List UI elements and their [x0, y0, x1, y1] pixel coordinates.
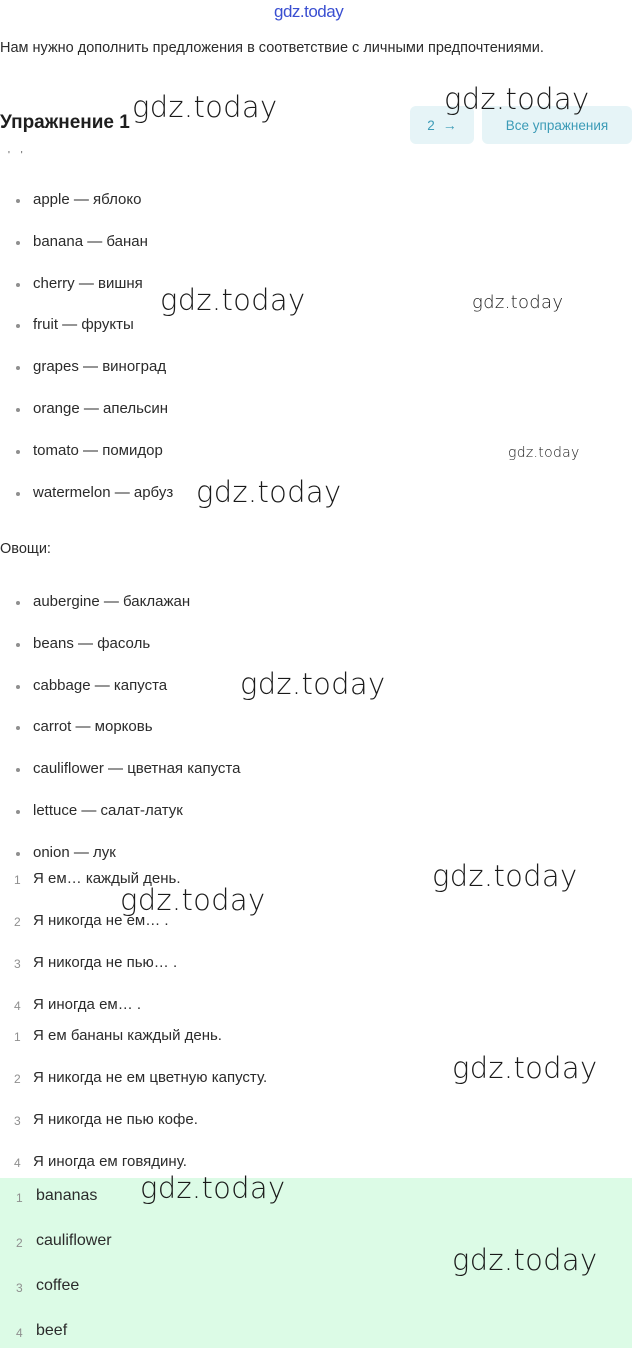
vocab-entry: onion — лук — [33, 843, 116, 861]
vegetables-heading: Овощи: — [0, 541, 51, 557]
item-number: 1 — [14, 1030, 21, 1044]
sentence-text: Я ем бананы каждый день. — [33, 1027, 222, 1044]
site-logo[interactable]: gdz.today — [274, 2, 344, 21]
list-item — [0, 1231, 112, 1276]
watermark: gdz.today — [132, 90, 278, 124]
item-number: 2 — [14, 1072, 21, 1086]
answer-text: coffee — [36, 1277, 80, 1294]
answer-text: beef — [36, 1322, 68, 1339]
list-item — [0, 1068, 420, 1110]
bullet-icon — [16, 492, 20, 496]
vocab-entry: cauliflower — цветная капуста — [33, 760, 241, 778]
answer-text: bananas — [36, 1187, 98, 1204]
vocab-entry: cabbage — капуста — [33, 676, 168, 694]
item-number: 3 — [14, 957, 21, 971]
watermark: gdz.today — [508, 445, 580, 461]
bullet-icon — [16, 241, 20, 245]
vegetables-list — [0, 592, 400, 885]
sentence-text: Я никогда не ем цветную капусту. — [33, 1069, 268, 1086]
vocab-entry: grapes — виноград — [33, 358, 167, 376]
list-item — [0, 759, 400, 801]
watermark: gdz.today — [120, 883, 266, 917]
list-item — [0, 232, 400, 274]
watermark: gdz.today — [240, 667, 386, 701]
vocab-entry: banana — банан — [33, 232, 148, 250]
watermark: gdz.today — [444, 82, 590, 116]
bullet-icon — [16, 408, 20, 412]
list-item — [0, 315, 400, 357]
sentence-text: Я никогда не пью… . — [33, 954, 178, 971]
list-item — [0, 1321, 112, 1348]
list-item — [0, 801, 400, 843]
vocab-entry: beans — фасоль — [33, 634, 151, 652]
list-item — [0, 1186, 112, 1231]
item-number: 4 — [14, 999, 21, 1013]
bullet-icon — [16, 283, 20, 287]
item-number: 4 — [14, 1156, 21, 1170]
list-item — [0, 1276, 112, 1321]
bullet-icon — [16, 852, 20, 856]
item-number: 1 — [14, 873, 21, 887]
vocab-entry: carrot — морковь — [33, 718, 153, 736]
vocab-entry: tomato — помидор — [33, 441, 163, 459]
bullet-icon — [16, 601, 20, 605]
watermark: gdz.today — [452, 1243, 598, 1277]
answers-list — [0, 1186, 112, 1348]
list-item — [0, 399, 400, 441]
next-exercise-label: 2 — [427, 117, 435, 133]
vocab-entry: aubergine — баклажан — [33, 593, 191, 610]
list-item — [0, 190, 400, 232]
page-title: Упражнение 1 — [0, 112, 130, 133]
bullet-icon — [16, 685, 20, 689]
list-item — [0, 717, 400, 759]
list-item — [0, 592, 400, 634]
stray-mark: ' ' — [8, 150, 27, 161]
watermark: gdz.today — [160, 283, 306, 317]
bullet-icon — [16, 768, 20, 772]
item-number: 1 — [16, 1191, 23, 1205]
bullet-icon — [16, 366, 20, 370]
translated-sentences — [0, 1026, 420, 1194]
bullet-icon — [16, 643, 20, 647]
list-item — [0, 1026, 420, 1068]
item-number: 4 — [16, 1326, 23, 1340]
item-number: 2 — [16, 1236, 23, 1250]
list-item — [0, 1110, 420, 1152]
item-number: 3 — [16, 1281, 23, 1295]
list-item — [0, 953, 420, 995]
vocab-entry: orange — апельсин — [33, 399, 169, 417]
watermark: gdz.today — [196, 475, 342, 509]
vocab-entry: watermelon — арбуз — [33, 483, 174, 501]
watermark: gdz.today — [472, 292, 564, 313]
sentence-text: Я ем… каждый день. — [33, 870, 181, 887]
bullet-icon — [16, 810, 20, 814]
arrow-right-icon: → — [442, 117, 457, 133]
intro-text: Нам нужно дополнить предложения в соответствие с личными предпочтениями. — [0, 40, 544, 56]
bullet-icon — [16, 324, 20, 328]
watermark: gdz.today — [432, 859, 578, 893]
vocab-entry: cherry — вишня — [33, 274, 143, 292]
answer-text: cauliflower — [36, 1232, 112, 1249]
bullet-icon — [16, 450, 20, 454]
watermark: gdz.today — [140, 1171, 286, 1205]
vocab-entry: fruit — фрукты — [33, 316, 134, 334]
sentence-text: Я никогда не ем… . — [33, 912, 169, 929]
item-number: 2 — [14, 915, 21, 929]
bullet-icon — [16, 726, 20, 730]
list-item — [0, 911, 420, 953]
all-exercises-label: Все упражнения — [505, 117, 609, 133]
item-number: 3 — [14, 1114, 21, 1128]
vocab-entry: apple — яблоко — [33, 191, 142, 208]
sentence-text: Я иногда ем… . — [33, 996, 142, 1013]
vocab-entry: lettuce — салат-латук — [33, 801, 183, 819]
list-item — [0, 357, 400, 399]
bullet-icon — [16, 199, 20, 203]
sentence-text: Я иногда ем говядину. — [33, 1153, 187, 1170]
sentence-text: Я никогда не пью кофе. — [33, 1111, 198, 1128]
watermark: gdz.today — [452, 1051, 598, 1085]
